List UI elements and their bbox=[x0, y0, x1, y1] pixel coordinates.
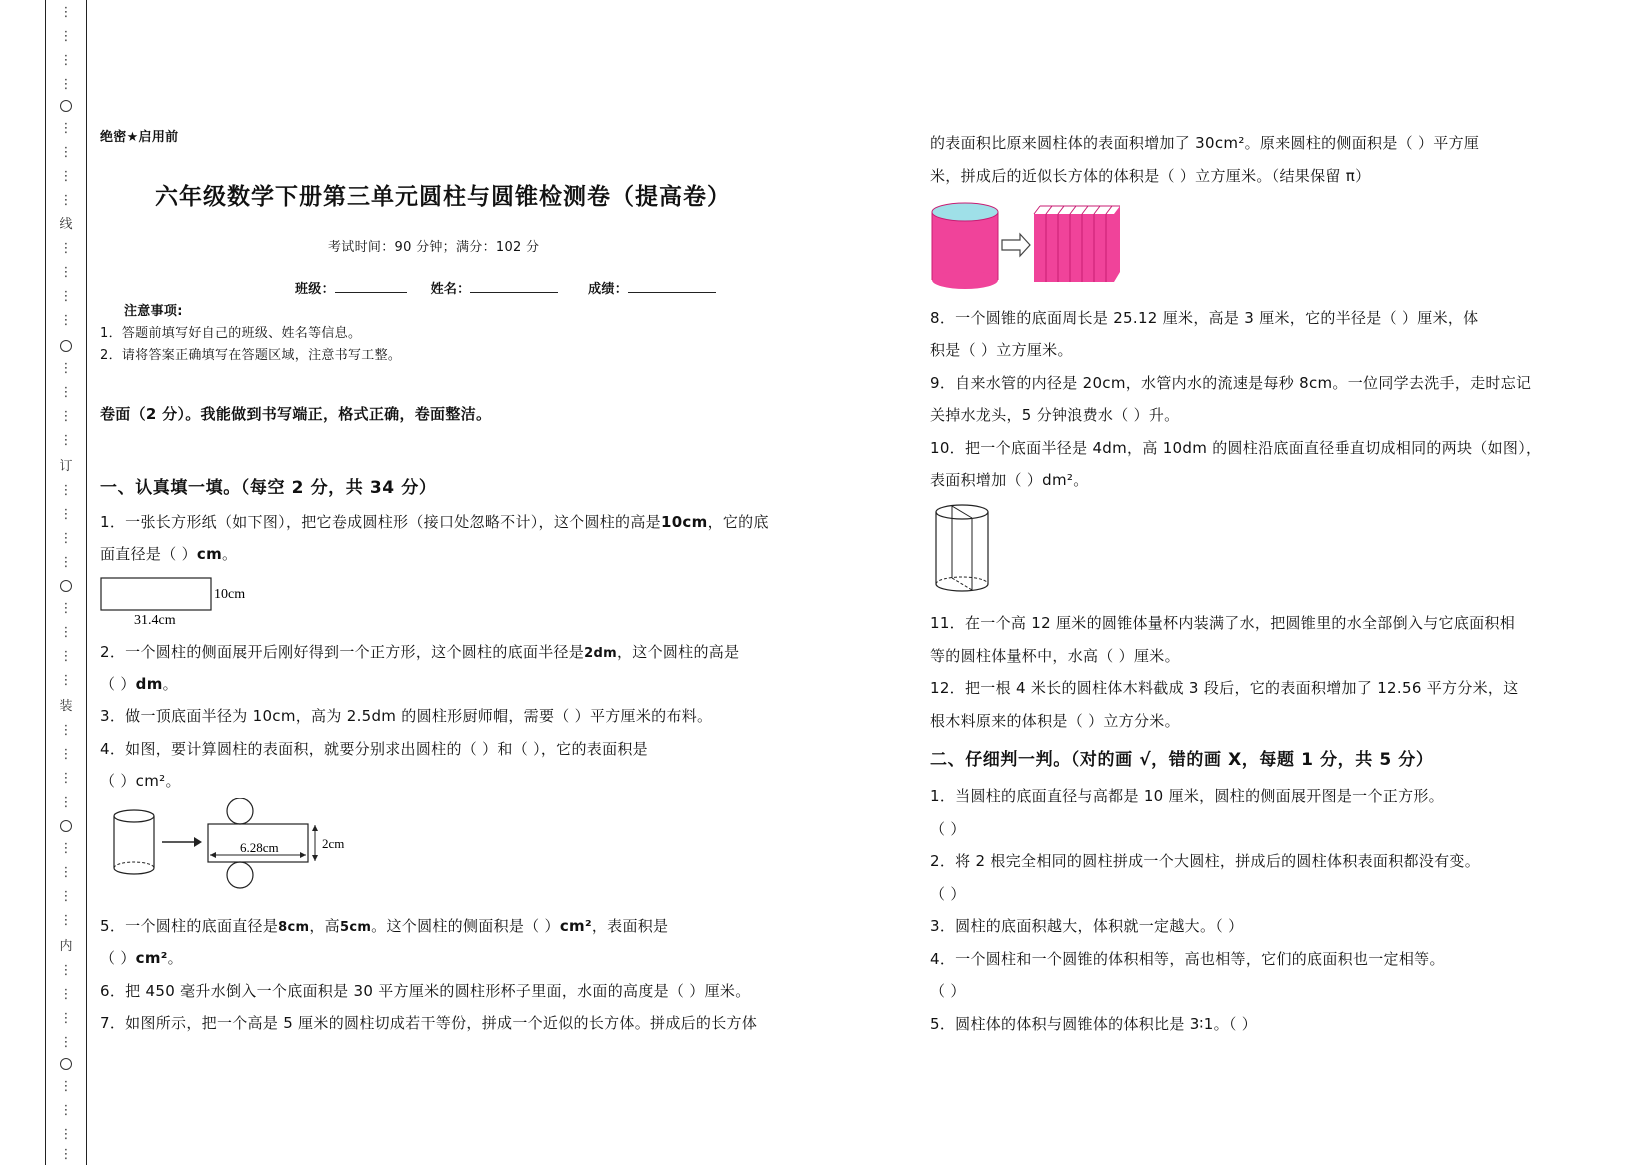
binding-ring-icon bbox=[60, 820, 72, 832]
judge-1-line-1: 1．当圆柱的底面直径与高都是 10 厘米，圆柱的侧面展开图是一个正方形。 bbox=[930, 787, 1444, 805]
name-field[interactable] bbox=[470, 278, 558, 293]
binding-dots: ⋮ bbox=[59, 1011, 73, 1026]
question-7-line-3: 米，拼成后的近似长方体的体积是（ ）立方厘米。（结果保留 π） bbox=[930, 167, 1371, 185]
judge-2-line-1: 2．将 2 根完全相同的圆柱拼成一个大圆柱，拼成后的圆柱体积表面积都没有变。 bbox=[930, 852, 1481, 870]
note-item: 1．答题前填写好自己的班级、姓名等信息。 bbox=[100, 326, 362, 341]
binding-dots: ⋮ bbox=[59, 531, 73, 546]
question-12-line-2: 根木料原来的体积是（ ）立方分米。 bbox=[930, 712, 1180, 730]
judge-5: 5．圆柱体的体积与圆锥体的体积比是 3∶1。（ ） bbox=[930, 1015, 1258, 1033]
rectangle-paper-figure bbox=[100, 574, 260, 626]
binding-ring-icon bbox=[60, 340, 72, 352]
binding-dots: ⋮ bbox=[59, 29, 73, 44]
student-info-row bbox=[295, 278, 716, 297]
binding-char: 线 bbox=[59, 217, 73, 232]
question-6: 6．把 450 毫升水倒入一个底面积是 30 平方厘米的圆柱形杯子里面，水面的高度是（ ）厘米。 bbox=[100, 982, 751, 1000]
binding-dots: ⋮ bbox=[59, 1127, 73, 1142]
figure-label: 10cm bbox=[214, 587, 246, 602]
question-3: 3．做一顶底面半径为 10cm，高为 2.5dm 的圆柱形厨师帽，需要（ ）平方厘米的布料。 bbox=[100, 707, 713, 725]
binding-dots: ⋮ bbox=[59, 433, 73, 448]
question-12-line-1: 12．把一根 4 米长的圆柱体木料截成 3 段后，它的表面积增加了 12.56 平方分米，这 bbox=[930, 679, 1519, 697]
binding-dots: ⋮ bbox=[59, 53, 73, 68]
neatness-statement: 卷面（2 分）。我能做到书写端正，格式正确，卷面整洁。 bbox=[100, 405, 492, 423]
judge-4-line-1: 4．一个圆柱和一个圆锥的体积相等，高也相等，它们的底面积也一定相等。 bbox=[930, 950, 1445, 968]
binding-dots: ⋮ bbox=[59, 385, 73, 400]
section-title: 一、认真填一填。（每空 2 分，共 34 分） bbox=[100, 478, 437, 498]
binding-dots: ⋮ bbox=[59, 987, 73, 1002]
question-9-line-2: 关掉水龙头，5 分钟浪费水（ ）升。 bbox=[930, 406, 1180, 424]
binding-dots: ⋮ bbox=[59, 913, 73, 928]
question-2-line-2: （ ）dm。 bbox=[100, 675, 178, 693]
binding-dots: ⋮ bbox=[59, 889, 73, 904]
judge-4-line-2: （ ） bbox=[930, 982, 966, 1000]
exam-title: 六年级数学下册第三单元圆柱与圆锥检测卷（提高卷） bbox=[155, 184, 731, 210]
binding-char: 内 bbox=[59, 939, 73, 954]
binding-dots: ⋮ bbox=[59, 193, 73, 208]
question-11-line-1: 11．在一个高 12 厘米的圆锥体量杯内装满了水，把圆锥里的水全部倒入与它底面积相 bbox=[930, 614, 1516, 632]
binding-dots: ⋮ bbox=[59, 145, 73, 160]
binding-dots: ⋮ bbox=[59, 1035, 73, 1050]
class-label: 班级： bbox=[295, 282, 335, 297]
score-field[interactable] bbox=[628, 278, 716, 293]
question-10-line-2: 表面积增加（ ）dm²。 bbox=[930, 471, 1089, 489]
judge-2-line-2: （ ） bbox=[930, 885, 966, 903]
binding-dots: ⋮ bbox=[59, 723, 73, 738]
figure-label: 6.28cm bbox=[240, 840, 279, 855]
cylinder-net-figure bbox=[112, 798, 382, 903]
question-4-line-1: 4．如图，要计算圆柱的表面积，就要分别求出圆柱的（ ）和（ ），它的表面积是 bbox=[100, 740, 648, 758]
binding-dots: ⋮ bbox=[59, 121, 73, 136]
binding-dots: ⋮ bbox=[59, 673, 73, 688]
question-1-line-2: 面直径是（ ）cm。 bbox=[100, 545, 238, 563]
binding-dots: ⋮ bbox=[59, 865, 73, 880]
cut-cylinder-figure bbox=[934, 502, 994, 594]
score-label: 成绩： bbox=[588, 282, 629, 297]
binding-dots: ⋮ bbox=[59, 1103, 73, 1118]
binding-dots: ⋮ bbox=[59, 361, 73, 376]
question-2-line-1: 2．一个圆柱的侧面展开后刚好得到一个正方形，这个圆柱的底面半径是2dm，这个圆柱的高是 bbox=[100, 643, 740, 661]
binding-dots: ⋮ bbox=[59, 841, 73, 856]
binding-dots: ⋮ bbox=[59, 5, 73, 20]
question-5-line-2: （ ）cm²。 bbox=[100, 949, 183, 967]
binding-dots: ⋮ bbox=[59, 507, 73, 522]
binding-ring-icon bbox=[60, 1058, 72, 1070]
binding-dots: ⋮ bbox=[59, 601, 73, 616]
binding-dots: ⋮ bbox=[59, 555, 73, 570]
binding-char: 装 bbox=[59, 699, 73, 714]
judge-1-line-2: （ ） bbox=[930, 820, 966, 838]
question-9-line-1: 9．自来水管的内径是 20cm，水管内水的流速是每秒 8cm。一位同学去洗手，走时忘记 bbox=[930, 374, 1532, 392]
class-field[interactable] bbox=[335, 278, 407, 293]
figure-label: 2cm bbox=[322, 836, 345, 851]
question-11-line-2: 等的圆柱体量杯中，水高（ ）厘米。 bbox=[930, 647, 1180, 665]
binding-dots: ⋮ bbox=[59, 409, 73, 424]
binding-dots: ⋮ bbox=[59, 649, 73, 664]
section-title: 二、仔细判一判。（对的画 √，错的画 X，每题 1 分，共 5 分） bbox=[930, 750, 1434, 770]
binding-dots: ⋮ bbox=[59, 1147, 73, 1162]
binding-dots: ⋮ bbox=[59, 483, 73, 498]
binding-dots: ⋮ bbox=[59, 795, 73, 810]
binding-dots: ⋮ bbox=[59, 77, 73, 92]
binding-margin bbox=[45, 0, 87, 1165]
binding-ring-icon bbox=[60, 580, 72, 592]
question-10-line-1: 10．把一个底面半径是 4dm，高 10dm 的圆柱沿底面直径垂直切成相同的两块（如图）， bbox=[930, 439, 1542, 457]
question-7-line-2: 的表面积比原来圆柱体的表面积增加了 30cm²。原来圆柱的侧面积是（ ）平方厘 bbox=[930, 134, 1480, 152]
note-item: 2．请将答案正确填写在答题区域，注意书写工整。 bbox=[100, 348, 402, 363]
binding-dots: ⋮ bbox=[59, 313, 73, 328]
cylinder-to-cuboid-figure bbox=[930, 200, 1130, 292]
question-4-line-2: （ ）cm²。 bbox=[100, 772, 181, 790]
notes-title: 注意事项: bbox=[124, 304, 183, 319]
binding-line-sequence bbox=[46, 0, 86, 1165]
binding-dots: ⋮ bbox=[59, 771, 73, 786]
binding-dots: ⋮ bbox=[59, 625, 73, 640]
name-label: 姓名： bbox=[430, 282, 471, 297]
binding-ring-icon bbox=[60, 100, 72, 112]
question-5-line-1: 5．一个圆柱的底面直径是8cm，高5cm。这个圆柱的侧面积是（ ）cm²，表面积是 bbox=[100, 917, 669, 935]
question-8-line-2: 积是（ ）立方厘米。 bbox=[930, 341, 1073, 359]
exam-info: 考试时间：90 分钟；满分：102 分 bbox=[328, 240, 540, 255]
binding-dots: ⋮ bbox=[59, 289, 73, 304]
binding-dots: ⋮ bbox=[59, 241, 73, 256]
binding-dots: ⋮ bbox=[59, 963, 73, 978]
question-8-line-1: 8．一个圆锥的底面周长是 25.12 厘米，高是 3 厘米，它的半径是（ ）厘米，体 bbox=[930, 309, 1479, 327]
judge-3: 3．圆柱的底面积越大，体积就一定越大。（ ） bbox=[930, 917, 1244, 935]
figure-label: 31.4cm bbox=[134, 613, 176, 626]
binding-dots: ⋮ bbox=[59, 169, 73, 184]
secret-label: 绝密★启用前 bbox=[100, 130, 179, 145]
question-7-line-1: 7．如图所示，把一个高是 5 厘米的圆柱切成若干等份，拼成一个近似的长方体。拼成后的长方体 bbox=[100, 1014, 758, 1032]
binding-dots: ⋮ bbox=[59, 747, 73, 762]
binding-dots: ⋮ bbox=[59, 1079, 73, 1094]
question-1-line-1: 1．一张长方形纸（如下图），把它卷成圆柱形（接口处忽略不计），这个圆柱的高是10cm，它的底 bbox=[100, 513, 769, 531]
binding-char: 订 bbox=[59, 459, 73, 474]
binding-dots: ⋮ bbox=[59, 265, 73, 280]
